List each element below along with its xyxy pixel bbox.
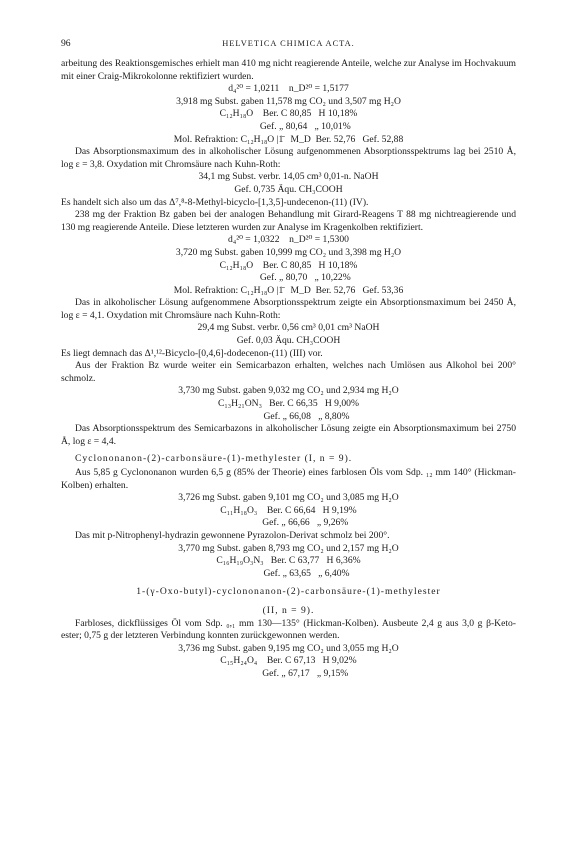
running-title: HELVETICA CHIMICA ACTA. — [222, 39, 355, 48]
page — [61, 38, 516, 681]
section-heading: Cyclononanon-(2)-carbonsäure-(1)-methylester (I, n = 9). — [75, 453, 353, 465]
analysis-line: 34,1 mg Subst. verbr. 14,05 cm³ 0,01-n. NaOH — [198, 171, 379, 183]
analysis-line: Gef. „ 67,17 „ 9,15% — [228, 667, 349, 679]
analysis-line: Gef. 0,03 Äqu. CH₃COOH — [236, 335, 341, 347]
analysis-line: C₁₂H₁₈O Ber. C 80,85 H 10,18% — [219, 259, 358, 271]
paragraph: Das Absorptionsmaximum des in alkoholischer Lösung aufgenommenen Absorptionsspektrums lag bei 2510 Å, log ε = 3,8. Oxydation mit Chromsäure nach Kuhn-Roth: — [61, 146, 516, 170]
paragraph: Aus der Fraktion Bz wurde weiter ein Semicarbazon erhalten, welches nach Umlösen aus Alkohol bei 200° schmolz. — [61, 360, 516, 384]
page-number: 96 — [61, 38, 71, 49]
paragraph: 238 mg der Fraktion Bz gaben bei der analogen Behandlung mit Girard-Reagens T 88 mg nichtreagierende und 130 mg reagierende Anteile. Diese letzteren wurden zur Analyse im Kragenkolben rektifiziert. — [61, 209, 516, 233]
analysis-line: Mol. Refraktion: C₁₂H₁₈O |1̄ M_D Ber. 52,76 Gef. 53,36 — [173, 284, 404, 296]
section-heading: (II, n = 9). — [262, 604, 315, 616]
analysis-line: 3,736 mg Subst. gaben 9,195 mg CO₂ und 3,055 mg H₂O — [178, 642, 399, 654]
paragraph: Es liegt demnach das Δ¹,¹²-Bicyclo-[0,4,6]-dodecenon-(11) (III) vor. — [61, 347, 323, 359]
section-heading: 1-(γ-Oxo-butyl)-cyclononanon-(2)-carbonsäure-(1)-methylester — [136, 586, 441, 598]
analysis-line: C₁₃H₂₁ON₃ Ber. C 66,35 H 9,00% — [218, 398, 359, 410]
analysis-line: 3,720 mg Subst. gaben 10,999 mg CO₂ und 3,398 mg H₂O — [175, 246, 402, 258]
analysis-line: Gef. „ 66,66 „ 9,26% — [228, 517, 349, 529]
paragraph: Es handelt sich also um das Δ⁷,⁸-8-Methyl-bicyclo-[1,3,5]-undecenon-(11) (IV). — [61, 196, 369, 208]
page-header — [61, 38, 516, 52]
analysis-line: d₄²⁰ = 1,0211 n_D²⁰ = 1,5177 — [228, 83, 349, 95]
analysis-line: d₄²⁰ = 1,0322 n_D²⁰ = 1,5300 — [228, 234, 349, 246]
paragraph: Das mit p-Nitrophenyl-hydrazin gewonnene Pyrazolon-Derivat schmolz bei 200°. — [75, 529, 390, 541]
analysis-line: 3,918 mg Subst. gaben 11,578 mg CO₂ und 3,507 mg H₂O — [176, 95, 401, 107]
paragraph: Farbloses, dickflüssiges Öl vom Sdp. ₀,₁ mm 130—135° (Hickman-Kolben). Ausbeute 2,4 g aus 3,0 g β-Keto-ester; 0,75 g der letzteren Verbindung konnten zurückgewonnen werden. — [61, 617, 516, 642]
paragraph: Aus 5,85 g Cyclononanon wurden 6,5 g (85% der Theorie) eines farblosen Öls vom Sdp. ₁₂ mm 140° (Hickman-Kolben) erhalten. — [61, 467, 516, 491]
analysis-line: Gef. „ 80,64 „ 10,01% — [226, 120, 351, 132]
paragraph: Das Absorptionsspektrum des Semicarbazons in alkoholischer Lösung zeigte ein Absorptionsmaximum bei 2750 Å, log ε = 4,4. — [61, 423, 516, 447]
analysis-line: C₁₅H₂₄O₄ Ber. C 67,13 H 9,02% — [220, 655, 357, 667]
analysis-line: C₁₁H₁₈O₃ Ber. C 66,64 H 9,19% — [220, 504, 357, 516]
article-body — [61, 58, 516, 681]
analysis-line: Mol. Refraktion: C₁₂H₁₈O |1̄ M_D Ber. 52,76 Gef. 52,88 — [173, 133, 404, 145]
analysis-line: 29,4 mg Subst. verbr. 0,56 cm³ 0,01 cm³ NaOH — [197, 322, 380, 334]
analysis-line: 3,730 mg Subst. gaben 9,032 mg CO₂ und 2,934 mg H₂O — [178, 385, 399, 397]
paragraph: arbeitung des Reaktionsgemisches erhielt man 410 mg nicht reagierende Anteile, welche zur Analyse im Hochvakuum mit einer Craig-Mikrokolonne rektifiziert wurden. — [61, 58, 516, 82]
analysis-line: Gef. „ 63,65 „ 6,40% — [227, 567, 350, 579]
analysis-line: C₁₂H₁₈O Ber. C 80,85 H 10,18% — [219, 108, 358, 120]
paragraph: Das in alkoholischer Lösung aufgenommene Absorptionsspektrum zeigte ein Absorptionsmaximum bei 2450 Å, log ε = 4,1. Oxydation mit Chromsäure nach Kuhn-Roth: — [61, 297, 516, 321]
analysis-line: 3,726 mg Subst. gaben 9,101 mg CO₂ und 3,085 mg H₂O — [178, 492, 399, 504]
analysis-line: Gef. 0,735 Äqu. CH₃COOH — [234, 183, 343, 195]
analysis-line: 3,770 mg Subst. gaben 8,793 mg CO₂ und 2,157 mg H₂O — [178, 542, 399, 554]
analysis-line: C₁₆H₁₉O₃N₃ Ber. C 63,77 H 6,36% — [216, 555, 361, 567]
analysis-line: Gef. „ 66,08 „ 8,80% — [227, 410, 350, 422]
analysis-line: Gef. „ 80,70 „ 10,22% — [226, 272, 351, 284]
